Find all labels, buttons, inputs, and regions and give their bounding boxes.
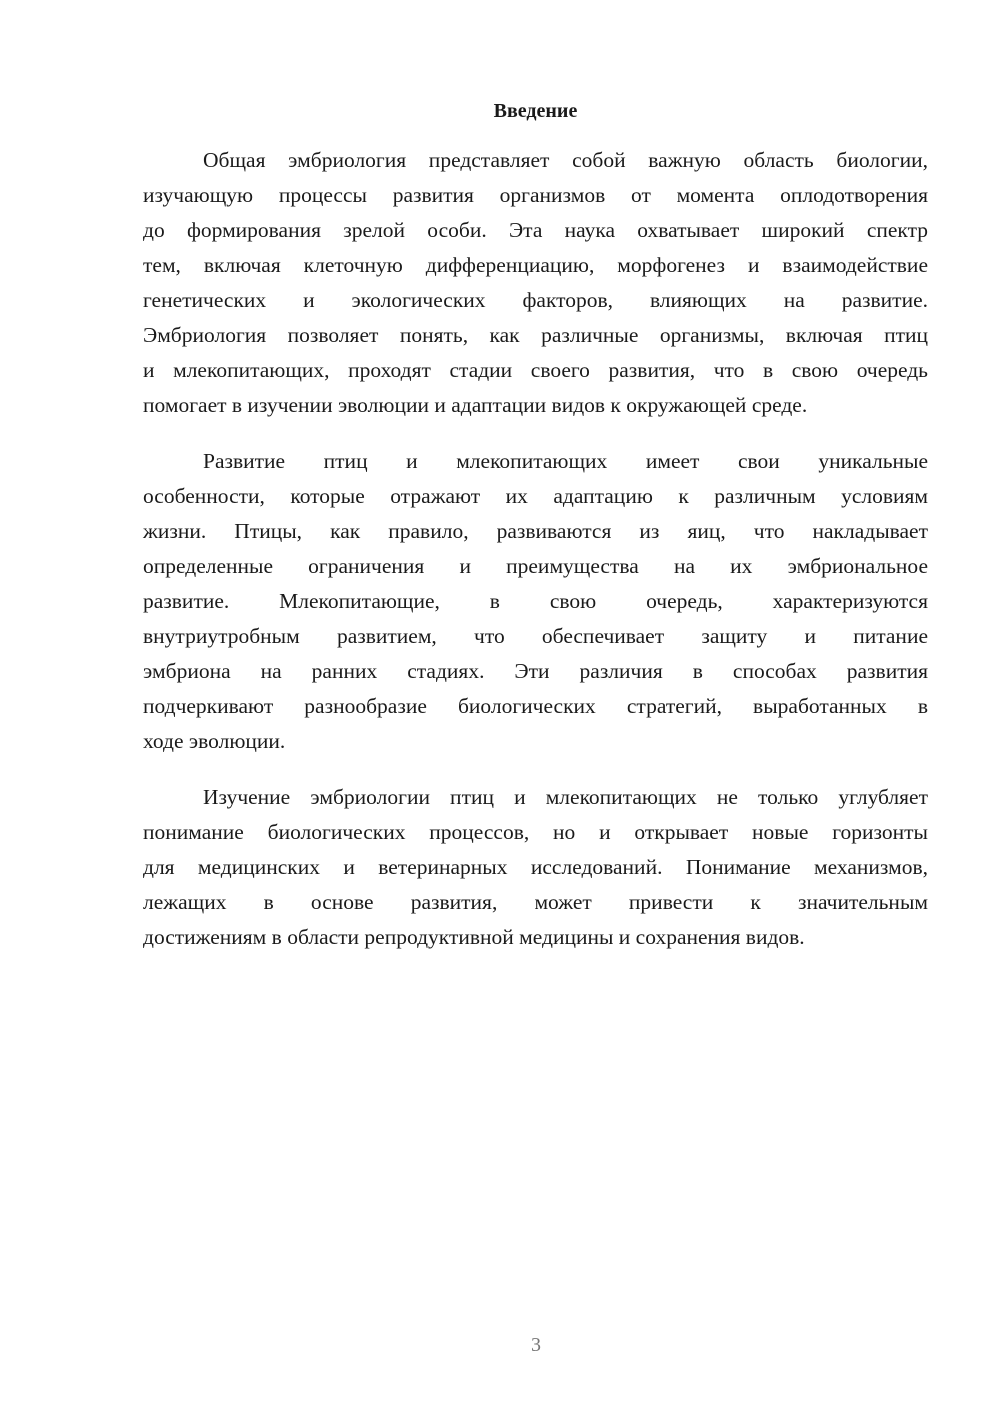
text-line: Общая эмбриология представляет собой важную область биологии, bbox=[203, 148, 928, 172]
text-line: особенности, которые отражают их адаптацию к различным условиям bbox=[143, 484, 928, 508]
text-line: эмбриона на ранних стадиях. Эти различия в способах развития bbox=[143, 659, 928, 683]
text-line: изучающую процессы развития организмов от момента оплодотворения bbox=[143, 183, 928, 207]
document-body bbox=[143, 143, 928, 976]
page-number: 3 bbox=[531, 1334, 541, 1356]
text-line: Изучение эмбриологии птиц и млекопитающих не только углубляет bbox=[203, 785, 928, 809]
text-line: понимание биологических процессов, но и открывает новые горизонты bbox=[143, 820, 928, 844]
text-line: внутриутробным развитием, что обеспечивает защиту и питание bbox=[143, 624, 928, 648]
text-line: генетических и экологических факторов, влияющих на развитие. bbox=[143, 288, 928, 312]
text-line: подчеркивают разнообразие биологических стратегий, выработанных в bbox=[143, 694, 928, 718]
text-line: Эмбриология позволяет понять, как различные организмы, включая птиц bbox=[143, 323, 928, 347]
text-line: развитие. Млекопитающие, в свою очередь, характеризуются bbox=[143, 589, 928, 613]
text-line: достижениям в области репродуктивной медицины и сохранения видов. bbox=[143, 925, 805, 949]
paragraph bbox=[143, 780, 928, 955]
text-line: до формирования зрелой особи. Эта наука охватывает широкий спектр bbox=[143, 218, 928, 242]
text-line: лежащих в основе развития, может привести к значительным bbox=[143, 890, 928, 914]
paragraph bbox=[143, 143, 928, 423]
paragraph bbox=[143, 444, 928, 759]
text-line: жизни. Птицы, как правило, развиваются из яиц, что накладывает bbox=[143, 519, 928, 543]
text-line: для медицинских и ветеринарных исследований. Понимание механизмов, bbox=[143, 855, 928, 879]
page-title: Введение bbox=[493, 100, 578, 122]
text-line: и млекопитающих, проходят стадии своего развития, что в свою очередь bbox=[143, 358, 928, 382]
text-line: Развитие птиц и млекопитающих имеет свои уникальные bbox=[203, 449, 928, 473]
text-line: ходе эволюции. bbox=[143, 729, 286, 753]
text-line: определенные ограничения и преимущества на их эмбриональное bbox=[143, 554, 928, 578]
text-line: помогает в изучении эволюции и адаптации видов к окружающей среде. bbox=[143, 393, 808, 417]
text-line: тем, включая клеточную дифференциацию, морфогенез и взаимодействие bbox=[143, 253, 928, 277]
